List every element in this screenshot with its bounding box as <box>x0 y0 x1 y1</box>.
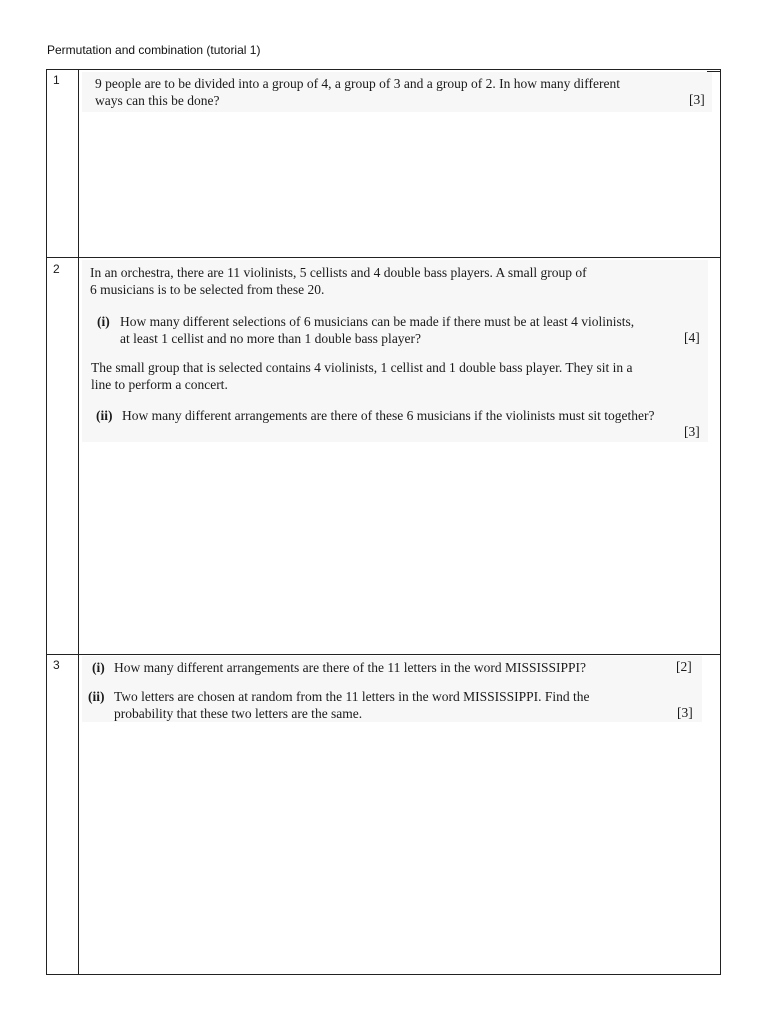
question-2-mid-line-1: The small group that is selected contains 4 violinists, 1 cellist and 1 double bass player. They sit in a <box>91 360 633 375</box>
question-1-line-1: 9 people are to be divided into a group of 4, a group of 3 and a group of 2. In how many different <box>95 76 620 91</box>
number-column-divider <box>78 69 79 975</box>
question-3-part-ii-line-2: probability that these two letters are the same. <box>114 706 363 721</box>
question-1-marks: [3] <box>689 92 705 107</box>
question-3-part-i-marks: [2] <box>676 659 692 674</box>
question-1-line-2: ways can this be done? <box>95 93 220 108</box>
part-label: (i) <box>97 314 110 329</box>
question-2-intro-line-2: 6 musicians is to be selected from these 20. <box>90 282 325 297</box>
question-2-part-i-marks: [4] <box>684 330 700 345</box>
question-3-part-ii-marks: [3] <box>677 705 693 720</box>
question-2-mid-line-2: line to perform a concert. <box>91 377 228 392</box>
row-divider-left-1 <box>46 257 78 258</box>
question-table <box>46 69 721 975</box>
question-2-part-i-line-2: at least 1 cellist and no more than 1 double bass player? <box>120 331 422 346</box>
question-3-part-i-text: How many different arrangements are there of the 11 letters in the word MISSISSIPPI? <box>114 660 587 675</box>
question-2-part-i-line-1: How many different selections of 6 musicians can be made if there must be at least 4 violinists, <box>120 314 635 329</box>
question-3-part-ii-line-1: Two letters are chosen at random from the 11 letters in the word MISSISSIPPI. Find the <box>114 689 590 704</box>
corner-tick <box>707 257 721 258</box>
corner-tick <box>697 654 711 655</box>
question-2-part-ii-line-1: How many different arrangements are there of these 6 musicians if the violinists must sit together? <box>122 408 655 423</box>
question-2-part-ii-marks: [3] <box>684 424 700 439</box>
question-number: 3 <box>53 658 60 672</box>
page-title: Permutation and combination (tutorial 1) <box>47 43 261 57</box>
part-label: (i) <box>92 660 105 675</box>
row-divider-1 <box>79 257 720 258</box>
question-number: 1 <box>53 73 60 87</box>
question-number: 2 <box>53 262 60 276</box>
part-label: (ii) <box>88 689 105 704</box>
row-divider-left-2 <box>46 654 78 655</box>
row-divider-2 <box>79 654 720 655</box>
question-2-intro-line-1: In an orchestra, there are 11 violinists, 5 cellists and 4 double bass players. A small group of <box>90 265 587 280</box>
part-label: (ii) <box>96 408 113 423</box>
